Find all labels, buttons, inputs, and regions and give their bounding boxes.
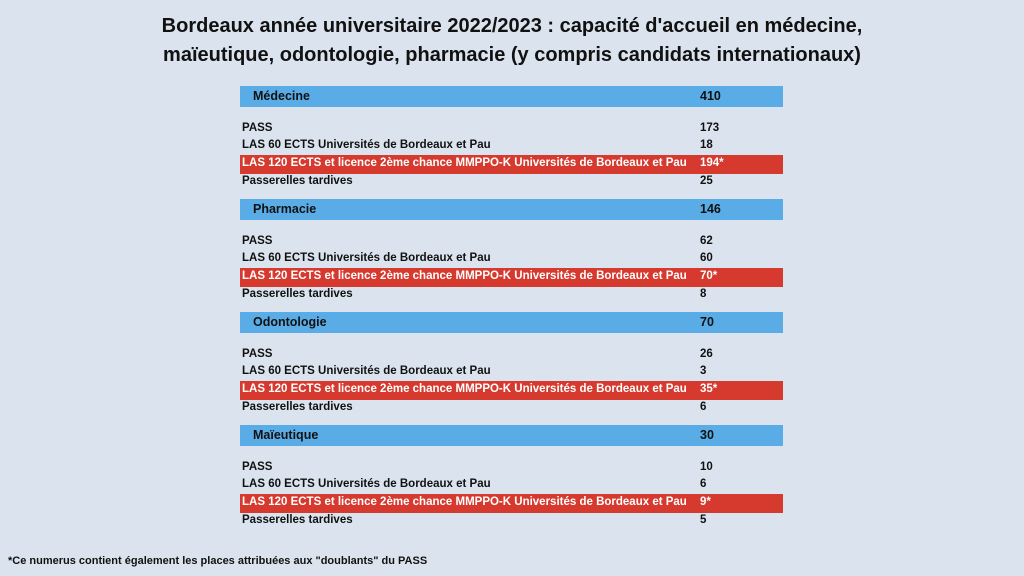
section-name: Pharmacie [253, 202, 317, 216]
row-label: LAS 120 ECTS et licence 2ème chance MMPPO-K Universités de Bordeaux et Pau [242, 157, 687, 169]
page-title [0, 12, 1024, 70]
section-pharmacie [240, 199, 783, 312]
table-row [240, 251, 783, 268]
section-total: 30 [700, 428, 714, 442]
row-value: 8 [700, 288, 707, 300]
row-label: Passerelles tardives [242, 514, 353, 526]
row-label: LAS 60 ECTS Universités de Bordeaux et Pau [242, 252, 491, 264]
row-label: LAS 60 ECTS Universités de Bordeaux et Pau [242, 478, 491, 490]
table-row [240, 174, 783, 191]
row-label: PASS [242, 348, 273, 360]
row-label: LAS 120 ECTS et licence 2ème chance MMPPO-K Universités de Bordeaux et Pau [242, 270, 687, 282]
row-value: 6 [700, 401, 707, 413]
row-value: 6 [700, 478, 707, 490]
section-name: Médecine [253, 89, 310, 103]
row-label: Passerelles tardives [242, 175, 353, 187]
row-label: LAS 120 ECTS et licence 2ème chance MMPPO-K Universités de Bordeaux et Pau [242, 383, 687, 395]
row-value: 173 [700, 122, 720, 134]
row-value: 60 [700, 252, 713, 264]
row-value: 25 [700, 175, 713, 187]
section-total: 70 [700, 315, 714, 329]
section-maieutique [240, 425, 783, 530]
table-row [240, 400, 783, 417]
table-row-highlight [240, 268, 783, 287]
section-name: Odontologie [253, 315, 327, 329]
row-value: 3 [700, 365, 707, 377]
section-name: Maïeutique [253, 428, 319, 442]
section-total: 410 [700, 89, 721, 103]
table-row [240, 477, 783, 494]
row-value: 18 [700, 139, 713, 151]
row-label: PASS [242, 235, 273, 247]
row-value: 9* [700, 496, 711, 508]
row-label: PASS [242, 122, 273, 134]
footnote: *Ce numerus contient également les places attribuées aux "doublants" du PASS [8, 555, 428, 567]
title-line-1: Bordeaux année universitaire 2022/2023 : capacité d'accueil en médecine, [161, 15, 863, 37]
table-row [240, 347, 783, 364]
row-value: 26 [700, 348, 713, 360]
section-header [240, 312, 783, 333]
section-header [240, 199, 783, 220]
row-value: 35* [700, 383, 718, 395]
table-row-highlight [240, 381, 783, 400]
section-header [240, 425, 783, 446]
table-row [240, 234, 783, 251]
row-label: LAS 60 ECTS Universités de Bordeaux et Pau [242, 365, 491, 377]
section-total: 146 [700, 202, 721, 216]
row-value: 62 [700, 235, 713, 247]
row-label: Passerelles tardives [242, 288, 353, 300]
row-label: Passerelles tardives [242, 401, 353, 413]
table-row [240, 513, 783, 530]
row-label: LAS 60 ECTS Universités de Bordeaux et Pau [242, 139, 491, 151]
row-value: 194* [700, 157, 724, 169]
row-label: PASS [242, 461, 273, 473]
table-row [240, 460, 783, 477]
table-row-highlight [240, 494, 783, 513]
row-value: 70* [700, 270, 718, 282]
row-label: LAS 120 ECTS et licence 2ème chance MMPPO-K Universités de Bordeaux et Pau [242, 496, 687, 508]
table-row [240, 287, 783, 304]
table-row [240, 121, 783, 138]
table-row [240, 364, 783, 381]
section-header [240, 86, 783, 107]
row-value: 5 [700, 514, 707, 526]
table-row-highlight [240, 155, 783, 174]
section-medecine [240, 86, 783, 199]
title-line-2: maïeutique, odontologie, pharmacie (y compris candidats internationaux) [163, 44, 861, 66]
row-value: 10 [700, 461, 713, 473]
table-row [240, 138, 783, 155]
capacity-table [240, 86, 783, 530]
section-odontologie [240, 312, 783, 425]
